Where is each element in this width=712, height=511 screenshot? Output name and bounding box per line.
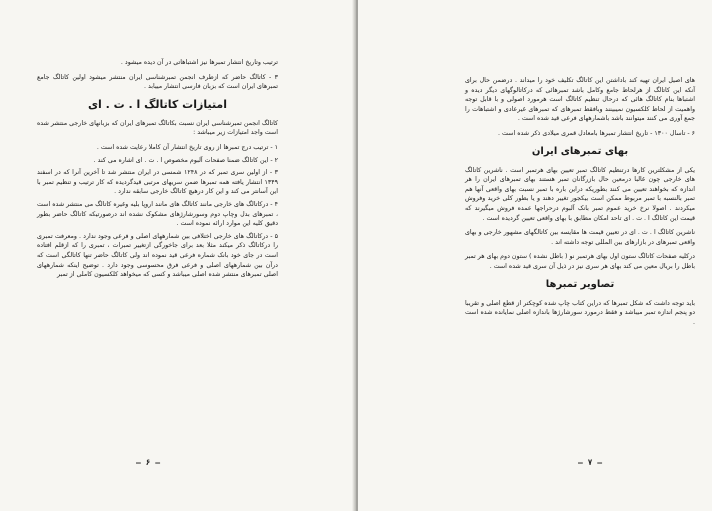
price-paragraph-2: ناشرین کاتالگ ا . ت . ای در تعیین قیمت ها مقایسه بین کاتالگهای مشهور خارجی و بهای واقعی تمبرهای در بازارهای بین المللی توجه داشته اند .: [465, 229, 695, 246]
right-paragraph-1: های اصیل ایران تهیه کند باداشتن این کاتالگ تکلیف خود را میداند . درضمن حال برای آنکه این کاتالگ از هرلحاظ جامع وکامل باشد تمبرهائی که درکاتالوگهای دیگر دیده و اشتباها بنام کاتالگ هائی که درحال تنظیم کاتالگ است هرمورد اصولی و با قابل توجه واهمیت از لحاظ کلکسیون نمیبینند وبافقط تمبرهای که تمبرهای غیرعادی و اشتباهات را جمع آوری می کنند میتوانند باشد باشمارههای فرعی قید شده است .: [465, 77, 695, 123]
left-page-number: — ۶ —: [136, 458, 161, 467]
price-paragraph-1: یکی از مشکلترین کارها درتنظیم کاتالگ تمبر تعیین بهای هرتمبر است . ناشرین کاتالگ های خارجی چون غالبا درمعین حال بازرگانان تمبر هستند بهای تمبرهای ایران را هر اندازه که بخواهند تعیین می کنند بطوریکه دراین باره با تمبر نسبت بهای واقعی آنها هم تمبر بالنسبه با تمبر مربوط ممکن است بیکجور تغییر دهند و یا بطور کلی خرید وفروش میکردند . اصولا نرخ خرید عموم تمبر بانک آلبوم درحراجها عمده فروش میگیرند که قیمت این کاتالگ ا . ت . ای تاحد امکان مطابق با بهای واقعی تعیین گردیده است .: [465, 166, 695, 222]
right-page: [358, 0, 712, 511]
left-item-5: ۵ - درکاتالگ های خارجی اختلافی بین شمارههای اصلی و فرعی وجود ندارد . ومعرفت تمبری را درکاتالگ ذکر میکند مثلا بعد برای جاخورگی ازتغییر تمبرات ، تمبری را که ازقلم افتاده است در جای خود بانک شماره فرعی قید نموده اند ولی کاتالگ حاضر تنها کاتالگی است که درآن بین شمارههای اصلی و فرعی فرق محسوسی وجود دارد . توضیح اینکه شمارههای اصلی تمبرهای منتشر شده اصلی میباشد و کسی که میخواهد کلکسیون کاملی از تمبر: [37, 232, 278, 279]
left-column: [37, 58, 278, 283]
left-item-4: ۴ - درکاتالگ های خارجی مانند کاتالگ های مانند اروپا بلیه وغیره کاتالگ می منتشر شده است ، تمبرهای بدل وچاپ دوم وسورشارژهای مشکوک نشده اند درصورتیکه کاتالگ حاضر بطور دقیق کلیه این موارد ارائه نموده است .: [37, 200, 278, 228]
right-paragraph-2: ۶ - تاسال ۱۳۰۰ - تاریخ انتشار تمبرها بامعادل قمری میلادی ذکر شده است .: [497, 129, 695, 137]
left-intro: کاتالگ انجمن تمبرشناسی ایران نسبت بکاتالگ تمبرهای ایران که بزبانهای خارجی منتشر شده است واجد امتیازات زیر میباشد :: [37, 119, 278, 137]
price-heading: بهای تمبرهای ایران: [531, 145, 629, 157]
left-heading: امتیازات کاتالگ ا . ت . ای: [87, 97, 228, 111]
left-item-1: ۱ - ترتیب درج تمبرها از روی تاریخ انتشار آن کاملا رعایت شده است .: [96, 143, 278, 151]
left-paragraph-1: ترتیب وتاریخ انتشار تمبرها نیز اشتباهاتی در آن دیده میشود .: [120, 59, 278, 66]
images-paragraph: باید توجه داشت که شکل تمبرها که دراین کتاب چاپ شده کوچکتر از قطع اصلی و تقریبا دو پنجم اندازه تمبر میباشد و فقط درمورد سورشارژها باندازه اصلی نمایانده شده است .: [465, 299, 695, 326]
left-item-3: ۳ - از اولین سری تمبر که در ۱۲۴۸ شمسی در ایران منتشر شد تا آخرین آنرا که در اسفند ۱۳۴۹ انتشار یافته همه تمبرها ضمن سریهای مرتبی قیدگردیده که کار ترتیب و تنظیم تمبر با این آسانتر می کند و این کار درهیچ کاتالگ خارجی سابقه ندارد .: [37, 169, 278, 196]
left-item-2: ۲ - این کاتالگ ضمنا صفحات آلبوم مخصوص ا . ت . ای اشاره می کند .: [93, 156, 278, 164]
right-page-number: — ۷ —: [578, 458, 603, 467]
right-column: [465, 76, 695, 332]
left-paragraph-2: ۳ - کاتالگ حاضر که ازطرف انجمن تمبرشناسی ایران منتشر میشود اولین کاتالگ جامع تمبرهای ایران است که بزبان فارسی انتشار مییابد .: [37, 73, 278, 91]
price-paragraph-3: درکلیه صفحات کاتالگ ستون اول بهای هرتمبر نو ( باطل نشده ) ستون دوم بهای هر تمبر باطل را بریال معین می کند بهای هر سری نیز در ذیل آن سری قید شده است .: [465, 253, 695, 270]
images-heading: تصاویر تمبرها: [545, 278, 615, 290]
